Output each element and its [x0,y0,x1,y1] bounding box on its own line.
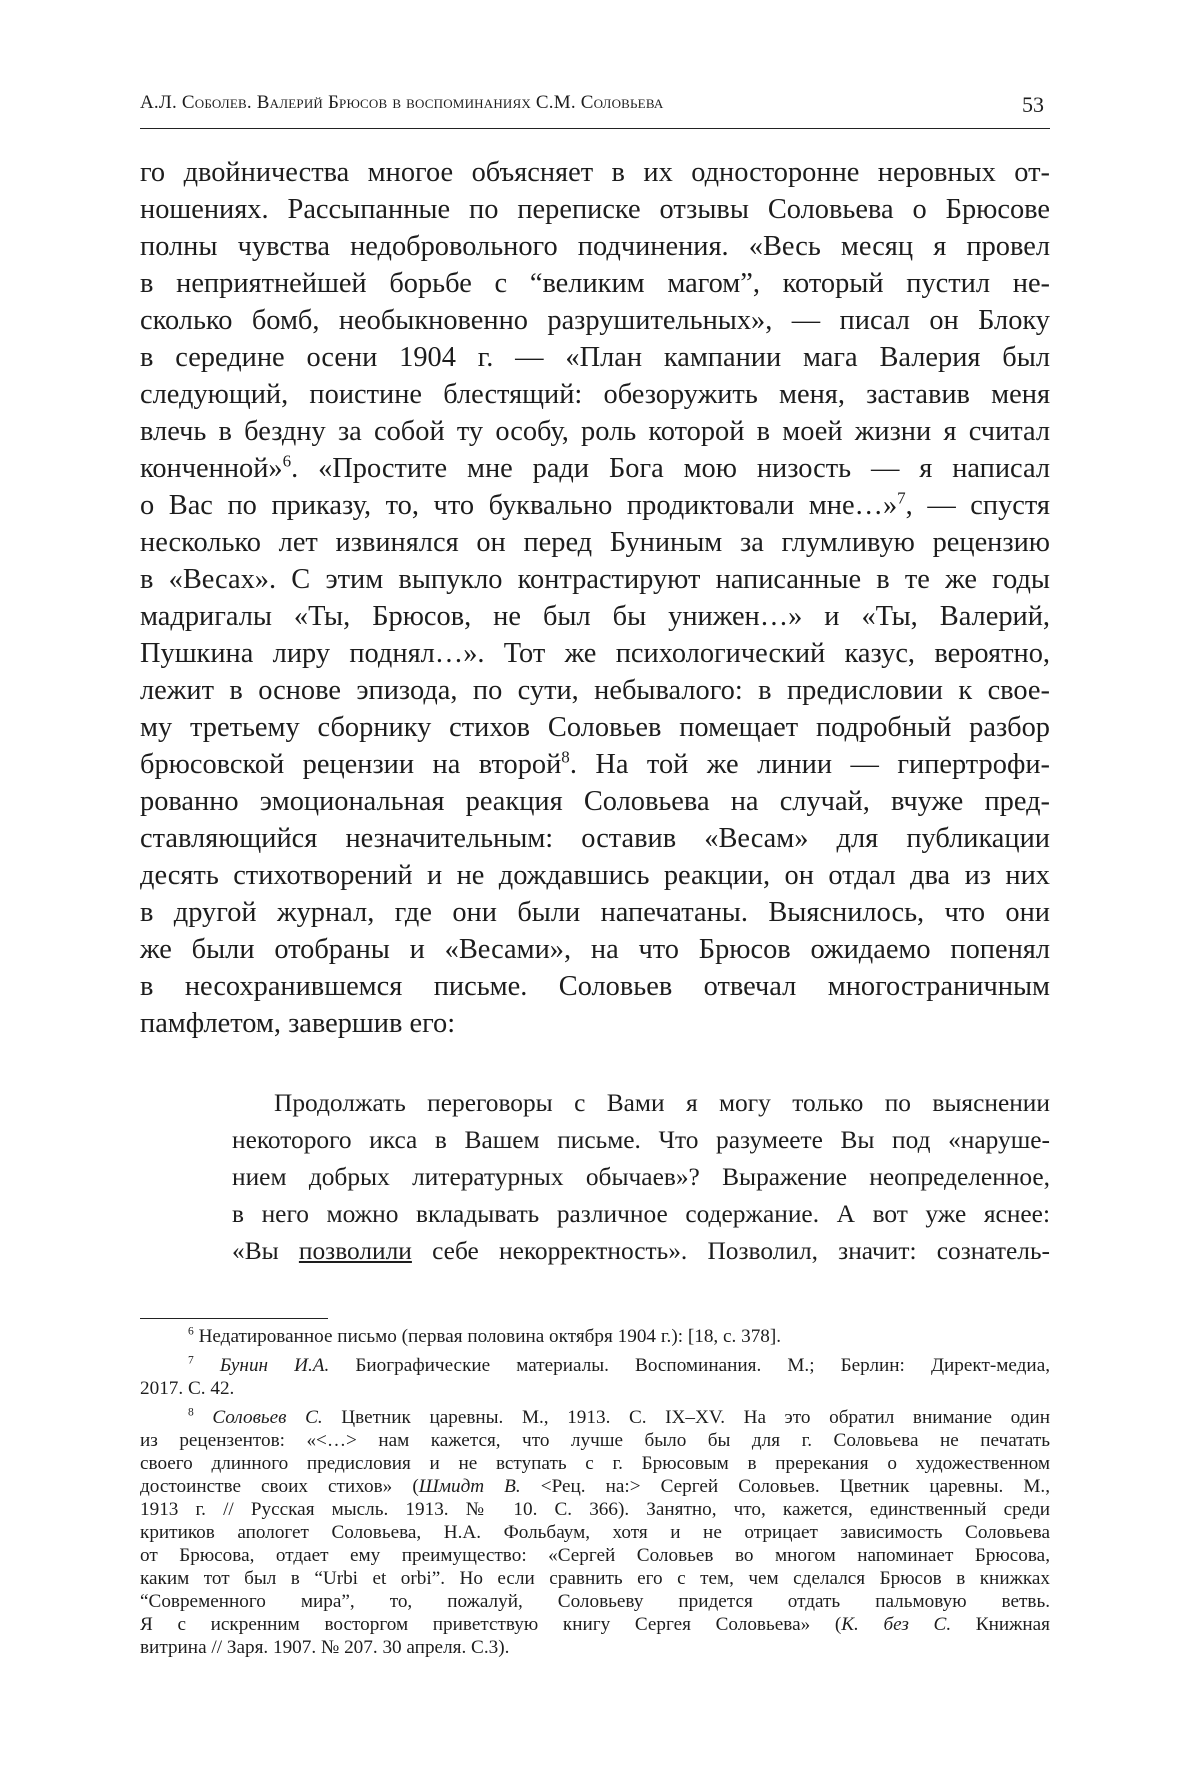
main-text [140,154,1050,1042]
quote-line: нием добрых литературных обычаев»? Выражение неопределенное, [232,1163,1050,1191]
body-line: в несохранившемся письме. Соловьев отвечал многостраничным [140,971,1050,1002]
block-quote [232,1085,1050,1270]
body-line: конченной»$^6$. «Простите мне ради Бога мою низость — я написал [140,451,1050,484]
running-head-title: А.Л. Соболев. Валерий Брюсов в воспоминаниях С.М. Соловьева [140,92,664,113]
body-line: ношениях. Рассыпанные по переписке отзывы Соловьева о Брюсове [140,194,1050,225]
footnote-line: от Брюсова, отдает ему преимущество: «Сергей Соловьев во многом напоминает Брюсова, [140,1545,1050,1566]
footnotes [140,1325,1050,1659]
quote-line: «Вы позволили себе некорректность». Позволил, значит: сознатель- [232,1237,1050,1265]
footnote-rule [140,1318,328,1319]
body-line: десять стихотворений и не дождавшись реакции, он отдал два из них [140,860,1050,891]
footnote-line: из рецензентов: «<…> нам кажется, что лучше было бы для г. Соловьева не печатать [140,1430,1050,1451]
body-line: же были отобраны и «Весами», на что Брюсов ожидаемо попенял [140,934,1050,965]
footnote-line: 2017. С. 42. [140,1378,235,1399]
body-line: следующий, поистине блестящий: обезоружить меня, заставив меня [140,379,1050,410]
body-line: ставляющийся незначительным: оставив «Весам» для публикации [140,823,1050,854]
footnote-line: своего длинного предисловия и не вступать с г. Брюсовым в пререкания о художественном [140,1453,1050,1474]
quote-line: в него можно вкладывать различное содержание. А вот уже яснее: [232,1200,1050,1228]
quote-line: Продолжать переговоры с Вами я могу только по выяснении [274,1089,1050,1117]
body-line: лежит в основе эпизода, по сути, небывалого: в предисловии к свое- [140,675,1050,706]
body-line: му третьему сборнику стихов Соловьев помещает подробный разбор [140,712,1050,743]
footnote-8: $^8$ Соловьев С. Цветник царевны. М., 1913. С. IX–XV. На это обратил внимание один [188,1406,1051,1428]
footnote-7: $^7$ Бунин И.А. Биографические материалы. Воспоминания. М.; Берлин: Директ-медиа, [188,1354,1051,1376]
body-line: го двойничества многое объясняет в их односторонне неровных от- [140,157,1050,188]
page-number: 53 [1022,92,1044,117]
footnote-ref-6: 6 [282,451,292,471]
footnote-line: каким тот был в “Urbi et orbi”. Но если сравнить его с тем, чем сделался Брюсов в книжках [140,1568,1050,1589]
footnote-ref-7: 7 [897,488,906,508]
footnote-line: критиков апологет Соловьева, Н.А. Фольбаум, хотя и не отрицает зависимость Соловьева [140,1522,1050,1543]
footnote-line: “Современного мира”, то, пожалуй, Соловьеву придется отдать пальмовую ветвь. [140,1591,1050,1612]
footnote-line: достоинстве своих стихов» (Шмидт В. <Рец. на:> Сергей Соловьев. Цветник царевны. М., [140,1476,1050,1497]
footnote-line: витрина // Заря. 1907. № 207. 30 апреля. С.3). [140,1637,510,1658]
footnote-line: Я с искренним восторгом приветствую книгу Сергея Соловьева» (К. без С. Книжная [140,1614,1050,1635]
body-line: влечь в бездну за собой ту особу, роль которой в моей жизни я считал [140,416,1050,447]
body-line: полны чувства недобровольного подчинения. «Весь месяц я провел [140,231,1050,262]
footnote-line: 1913 г. // Русская мысль. 1913. № 10. С. 366). Занятно, что, кажется, единственный среди [140,1499,1050,1520]
body-line: в середине осени 1904 г. — «План кампании мага Валерия был [140,342,1050,373]
body-line: в другой журнал, где они были напечатаны. Выяснилось, что они [140,897,1050,928]
body-line: несколько лет извинялся он перед Буниным за глумливую рецензию [140,527,1050,558]
body-line: брюсовской рецензии на второй$^8$. На той же линии — гипертрофи- [140,747,1050,780]
body-line: Пушкина лиру поднял…». Тот же психологический казус, вероятно, [140,638,1050,669]
footnote-6: $^6$ Недатированное письмо (первая половина октября 1904 г.): [18, с. 378]. [188,1325,782,1347]
body-line: мадригалы «Ты, Брюсов, не был бы унижен…» и «Ты, Валерий, [140,601,1050,632]
body-line: в «Весах». С этим выпукло контрастируют написанные в те же годы [140,564,1050,595]
body-line: сколько бомб, необыкновенно разрушительных», — писал он Блоку [140,305,1050,336]
quote-line: некоторого икса в Вашем письме. Что разумеете Вы под «наруше- [232,1126,1050,1154]
body-line: рованно эмоциональная реакция Соловьева на случай, вчуже пред- [140,786,1050,817]
body-line: памфлетом, завершив его: [140,1008,456,1039]
underlined-word: позволили [298,1237,412,1265]
footnote-ref-8: 8 [561,747,570,767]
body-line: о Вас по приказу, то, что буквально продиктовали мне…»$^7$, — спустя [140,488,1050,521]
running-header [140,92,1050,129]
body-line: в неприятнейшей борьбе с “великим магом”, который пустил не- [140,268,1050,299]
